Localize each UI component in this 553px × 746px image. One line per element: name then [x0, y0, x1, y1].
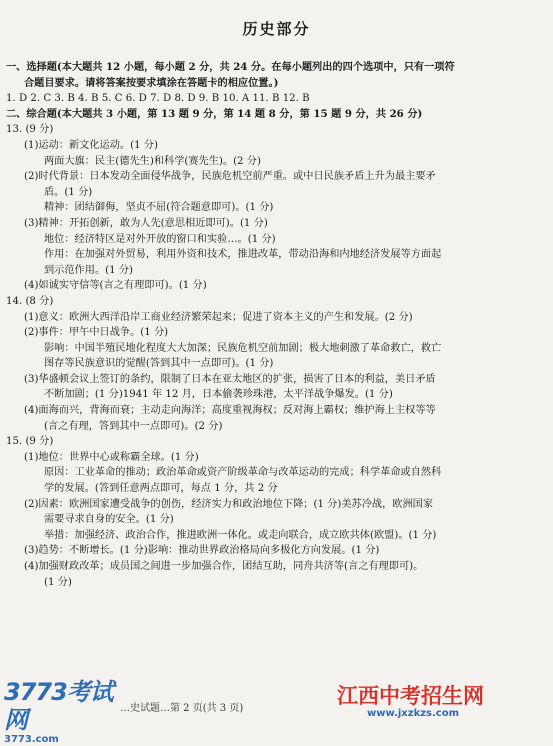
answer-line: 举措：加强经济、政治合作，推进欧洲一体化。或走向联合，成立欧共体(欧盟)。(1 分): [44, 529, 437, 541]
answer-line: (4)加强财政改革；成员国之间进一步加强合作，团结互助，同舟共济等(言之有理即可)。: [24, 561, 424, 572]
answer-line: (1 分): [44, 576, 72, 588]
answer-line: 精神：团结御侮，坚贞不屈(符合题意即可)。(1 分): [44, 202, 274, 214]
answer-line: (3)趋势：不断增长。(1 分)影响：推动世界政治格局向多极化方向发展。(1 分): [24, 545, 380, 557]
page-footer: …史试题…第 2 页(共 3 页): [120, 703, 244, 714]
left-logo-label: 3773考试网: [4, 678, 113, 734]
left-watermark-logo: [4, 678, 114, 745]
right-logo-url: www.jxzkzs.com: [367, 708, 460, 719]
answer-line: (1)意义：欧洲大西洋沿岸工商业经济繁荣起来；促进了资本主义的产生和发展。(2 分): [24, 311, 413, 323]
answer-line: (1)运动：新文化运动。(1 分): [24, 139, 158, 151]
answer-content: [6, 60, 546, 590]
answer-line: 原因：工业革命的推动；政治革命或资产阶级革命与改革运动的完成；科学革命或自然科: [44, 467, 442, 479]
answer-line: (言之有理，答到其中一点即可)。(2 分): [44, 420, 223, 432]
answer-line: 作用：在加强对外贸易，利用外资和技术，推进改革，带动沿海和内地经济发展等方面起: [44, 249, 442, 261]
answer-line: 不断加剧；(1 分)1941 年 12 月，日本偷袭珍珠港，太平洋战争爆发。(1 分): [44, 389, 393, 401]
answer-line: (1)地位：世界中心或称霸全球。(1 分): [24, 451, 199, 463]
answer-line: (2)事件：甲午中日战争。(1 分): [24, 327, 169, 339]
answer-line: 两面大旗：民主(德先生)和科学(赛先生)。(2 分): [44, 155, 261, 167]
answer-line: 到示范作用。(1 分): [44, 264, 133, 276]
answer-line: (3)精神：开拓创新，敢为人先(意思相近即可)。(1 分): [24, 217, 268, 229]
answer-line: 学的发展。(答到任意两点即可，每点 1 分，共 2 分: [44, 483, 278, 495]
answer-line: (3)华盛顿会议上签订的条约，限制了日本在亚太地区的扩张，损害了日本的利益，美日矛盾: [24, 373, 436, 385]
answer-line: 二、综合题(本大题共 3 小题，第 13 题 9 分，第 14 题 8 分，第 15 题 9 分，共 26 分): [6, 107, 423, 120]
left-logo-text: [4, 678, 114, 734]
answer-line: 15. (9 分): [6, 436, 54, 448]
answer-line: 需要寻求自身的安全。(1 分): [44, 514, 174, 526]
right-watermark-logo: [337, 684, 547, 724]
answer-line: (4)面海而兴，背海而衰；主动走向海洋；高度重视海权；反对海上霸权；维护海上主权等等: [24, 405, 436, 417]
answer-line: 图存等民族意识的觉醒(答到其中一点即可)。(1 分): [44, 358, 274, 370]
answer-line: 一、选择题(本大题共 12 小题，每小题 2 分，共 24 分。在每小题列出的四个选项中，只有一项符: [6, 61, 455, 73]
answer-line: 1. D 2. C 3. B 4. B 5. C 6. D 7. D 8. D 9. B 10. A 11. B 12. B: [6, 93, 310, 105]
answer-line: (4)如诚实守信等(言之有理即可)。(1 分): [24, 280, 207, 292]
answer-line: (2)因素：欧洲国家遭受战争的创伤，经济实力和政治地位下降；(1 分)美苏冷战，欧洲国家: [24, 498, 434, 510]
answer-line: (2)时代背景：日本发动全面侵华战争，民族危机空前严重。或中日民族矛盾上升为最主要矛: [24, 171, 436, 183]
answer-line: 影响：中国半殖民地化程度大大加深；民族危机空前加剧；极大地刺激了革命救亡，救亡: [44, 342, 442, 354]
right-logo-text: 江西中考招生网: [337, 684, 484, 708]
answer-line: 盾。(1 分): [44, 186, 93, 198]
answer-line: 14. (8 分): [6, 295, 54, 307]
answer-line: 合题目要求。请将答案按要求填涂在答题卡的相应位置。): [24, 76, 279, 89]
page-title: 历史部分: [242, 20, 311, 38]
answer-line: 地位：经济特区是对外开放的窗口和实验…。(1 分): [44, 233, 276, 245]
answer-line: 13. (9 分): [6, 124, 54, 136]
left-logo-url: 3773.com: [4, 734, 59, 745]
